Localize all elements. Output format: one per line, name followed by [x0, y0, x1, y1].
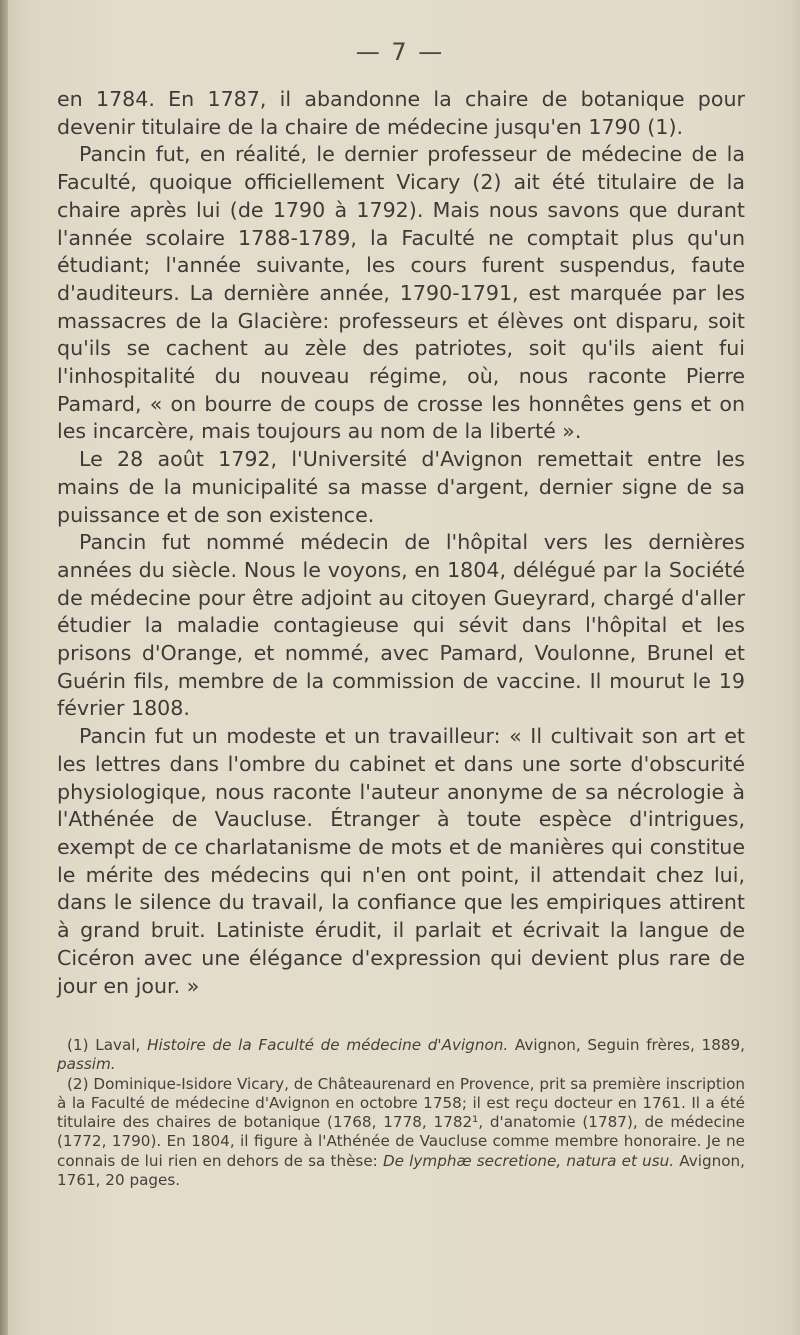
- footnote-2: [57, 1075, 745, 1191]
- footnote-1: [57, 1036, 745, 1075]
- footnote-2-text: (2) Dominique-Isidore Vicary, de Châteaurenard en Provence, prit sa première inscription à la Faculté de médecine d'Avignon en octobre 1758; il est reçu docteur en 1761. Il a été titulaire des chaires de botanique (1768, 1778, 1782¹, d'anatomie (1787), de médecine (1772, 1790). En 1804, il figure à l'Athénée de Vaucluse comme membre honoraire. Je ne connais de lui rien en dehors de sa thèse:: [57, 1074, 745, 1170]
- paragraph-4: Pancin fut nommé médecin de l'hôpital vers les dernières années du siècle. Nous le voyons, en 1804, délégué par la Société de médecine pour être adjoint au citoyen Gueyrard, chargé d'aller étudier la maladie contagieuse qui sévit dans l'hôpital et les prisons d'Orange, et nommé, avec Pamard, Voulonne, Brunel et Guérin fils, membre de la commission de vaccine. Il mourut le 19 février 1808.: [57, 530, 745, 721]
- paragraph-5: Pancin fut un modeste et un travailleur: « Il cultivait son art et les lettres dans l'ombre du cabinet et dans une sorte d'obscurité physiologique, nous raconte l'auteur anonyme de sa nécrologie à l'Athénée de Vaucluse. Étranger à toute espèce d'intrigues, exempt de ce charlatanisme de mots et de manières qui constitue le mérite des médecins qui n'en ont point, il attendait chez lui, dans le silence du travail, la confiance que les empiriques attirent à grand bruit. Latiniste érudit, il parlait et écrivait la langue de Cicéron avec une élégance d'expression qui devient plus rare de jour en jour. »: [57, 724, 745, 998]
- footnote-2-end: Avignon, 1761, 20 pages.: [57, 1151, 746, 1190]
- footnote-1-passim: passim.: [57, 1055, 116, 1074]
- footnote-1-title: Histoire de la Faculté de médecine d'Avignon.: [147, 1036, 509, 1054]
- footnotes: [57, 1036, 745, 1190]
- paragraph-3: Le 28 août 1792, l'Université d'Avignon remettait entre les mains de la municipalité sa masse d'argent, dernier signe de sa puissance et de son existence.: [57, 447, 745, 527]
- footnote-1-publisher: Avignon, Seguin frères, 1889,: [508, 1036, 746, 1054]
- page-binding-edge: [0, 0, 8, 1335]
- paragraph-1: en 1784. En 1787, il abandonne la chaire de botanique pour devenir titulaire de la chaire de médecine jusqu'en 1790 (1).: [57, 87, 745, 139]
- footnote-1-marker: (1) Laval,: [67, 1036, 148, 1054]
- page-number: — 7 —: [355, 38, 445, 66]
- paragraph-2: Pancin fut, en réalité, le dernier professeur de médecine de la Faculté, quoique officiellement Vicary (2) ait été titulaire de la chaire après lui (de 1790 à 1792). Mais nous savons que durant l'année scolaire 1788-1789, la Faculté ne comptait plus qu'un étudiant; l'année suivante, les cours furent suspendus, faute d'auditeurs. La dernière année, 1790-1791, est marquée par les massacres de la Glacière: professeurs et élèves ont disparu, soit qu'ils se cachent au zèle des patriotes, soit qu'ils aient fui l'inhospitalité du nouveau régime, où, nous raconte Pierre Pamard, « on bourre de coups de crosse les honnêtes gens et on les incarcère, mais toujours au nom de la liberté ».: [57, 142, 745, 444]
- main-text: [57, 86, 745, 1000]
- footnote-2-thesis-title: De lymphæ secretione, natura et usu.: [382, 1151, 675, 1170]
